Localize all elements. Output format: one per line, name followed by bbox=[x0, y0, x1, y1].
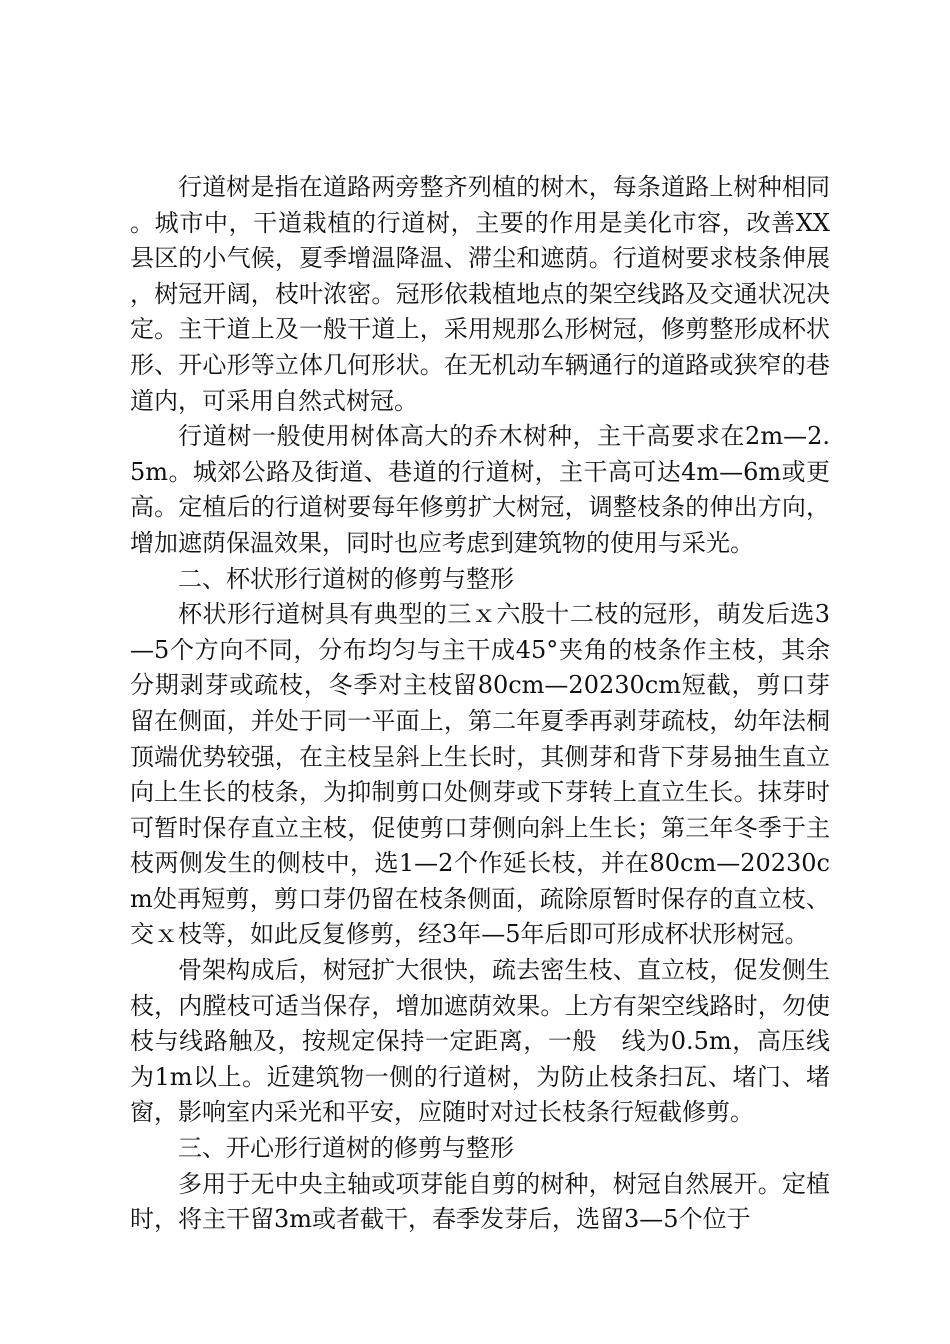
paragraph-cup-shape-pruning: 杯状形行道树具有典型的三ｘ六股十二枝的冠形，萌发后选3—5个方向不同，分布均匀与主干成45°夹角的枝条作主枝，其余分期剥芽或疏枝，冬季对主枝留80cm—20230cm短截，剪口芽留在侧面，并处于同一平面上，第二年夏季再剥芽疏枝，幼年法桐顶端优势较强，在主枝呈斜上生长时，其侧芽和背下芽易抽生直立向上生长的枝条，为抑制剪口处侧芽或下芽转上直立生长。抹芽时可暂时保存直立主枝，促使剪口芽侧向斜上生长；第三年冬季于主枝两侧发生的侧枝中，选1—2个作延长枝，并在80cm—20230cm处再短剪，剪口芽仍留在枝条侧面，疏除原暂时保存的直立枝、交ｘ枝等，如此反复修剪，经3年—5年后即可形成杯状形树冠。 bbox=[130, 600, 830, 949]
document-body bbox=[130, 170, 830, 1238]
paragraph-skeleton-maintenance: 骨架构成后，树冠扩大很快，疏去密生枝、直立枝，促发侧生枝，内膛枝可适当保存，增加遮荫效果。上方有架空线路时，勿使枝与线路触及，按规定保持一定距离，一般 线为0.5m，高压线为1m以上。近建筑物一侧的行道树，为防止枝条扫瓦、堵门、堵窗，影响室内采光和平安，应随时对过长枝条行短截修剪。 bbox=[130, 956, 830, 1127]
section-heading-cup-shape: 二、杯状形行道树的修剪与整形 bbox=[178, 564, 514, 593]
paragraph-open-center-pruning: 多用于无中央主轴或项芽能自剪的树种，树冠自然展开。定植时，将主干留3m或者截干，春季发芽后，选留3—5个位于 bbox=[130, 1169, 830, 1234]
section-heading-open-center: 三、开心形行道树的修剪与整形 bbox=[178, 1134, 514, 1163]
paragraph-trunk-height: 行道树一般使用树体高大的乔木树种，主干高要求在2m—2.5m。城郊公路及街道、巷道的行道树，主干高可达4m—6m或更高。定植后的行道树要每年修剪扩大树冠，调整枝条的伸出方向，增加遮荫保温效果，同时也应考虑到建筑物的使用与采光。 bbox=[130, 422, 830, 557]
paragraph-intro: 行道树是指在道路两旁整齐列植的树木，每条道路上树种相同。城市中，干道栽植的行道树，主要的作用是美化市容，改善XX县区的小气候，夏季增温降温、滞尘和遮荫。行道树要求枝条伸展，树冠开阔，枝叶浓密。冠形依栽植地点的架空线路及交通状况决定。主干道上及一般干道上，采用规那么形树冠，修剪整形成杯状形、开心形等立体几何形状。在无机动车辆通行的道路或狭窄的巷道内，可采用自然式树冠。 bbox=[130, 173, 830, 415]
